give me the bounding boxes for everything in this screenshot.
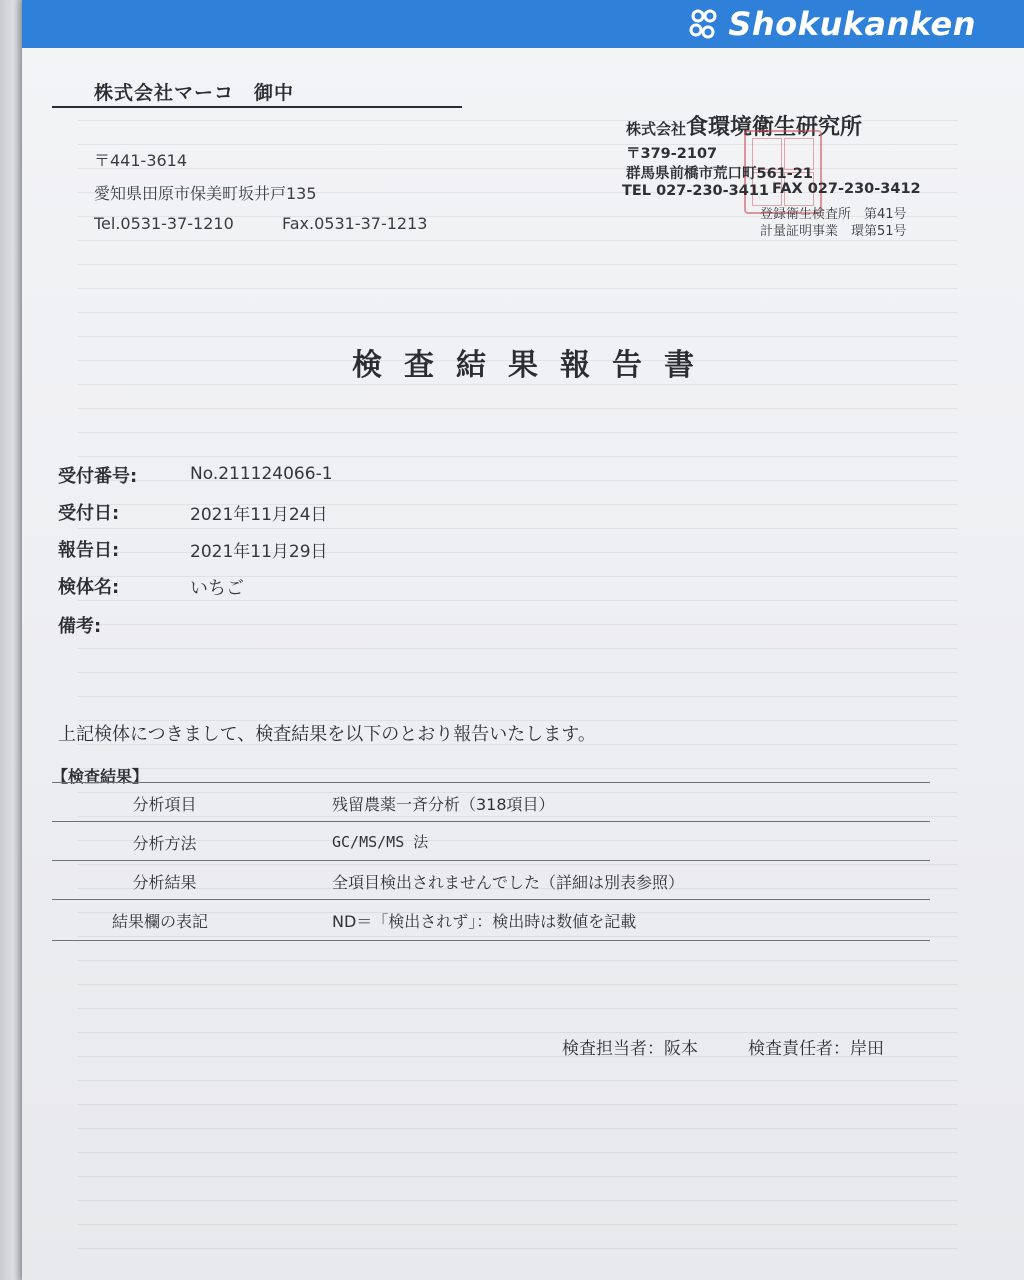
logo-wordmark: Shokukanken: [728, 5, 976, 43]
recipient-fax: Fax.0531-37-1213: [282, 214, 428, 233]
table-row: [52, 899, 930, 941]
result-value: GC/MS/MS 法: [332, 833, 429, 851]
result-key: 結果欄の表記: [112, 912, 209, 931]
company-logo: [684, 4, 976, 44]
sample-name-label: 検体名:: [58, 577, 120, 598]
receipt-number-value: No.211124066-1: [190, 464, 333, 484]
supervisor-signature: 検査責任者：岸田: [748, 1039, 884, 1059]
recipient-address: 愛知県田原市保美町坂井戸135: [94, 184, 317, 203]
adjacent-page-edge: [0, 0, 22, 1280]
sample-name-value: いちご: [190, 578, 244, 599]
show-through-texture: [78, 120, 958, 1270]
lab-postal: 〒379-2107: [626, 146, 718, 162]
received-date-label: 受付日:: [58, 503, 120, 524]
report-date-label: 報告日:: [58, 540, 120, 561]
inspector-signature: 検査担当者：阪本: [562, 1039, 698, 1059]
results-table: [52, 782, 930, 941]
header-bar: [22, 0, 1024, 48]
result-key: 分析項目: [132, 795, 197, 814]
table-row: [52, 860, 930, 899]
recipient-underline: [52, 106, 462, 108]
result-value: 全項目検出されませんでした（詳細は別表参照）: [332, 873, 685, 892]
lab-tel: TEL 027-230-3411: [622, 183, 770, 199]
recipient-postal: 〒441-3614: [94, 151, 188, 170]
report-date-value: 2021年11月29日: [190, 542, 328, 562]
remarks-label: 備考:: [58, 616, 102, 637]
result-key: 分析方法: [132, 834, 197, 853]
lab-registration: 登録衛生検査所 第41号: [760, 207, 907, 222]
table-row: [52, 782, 930, 821]
lab-name-main: 食環境衛生研究所: [686, 115, 863, 140]
results-section-title: 【検査結果】: [52, 767, 149, 786]
recipient-name: 株式会社マーコ 御中: [94, 82, 295, 104]
result-key: 分析結果: [132, 873, 197, 892]
table-row: [52, 821, 930, 860]
intro-sentence: 上記検体につきまして、検査結果を以下のとおり報告いたします。: [58, 724, 596, 745]
result-value: ND＝「検出されず」：検出時は数値を記載: [332, 912, 637, 931]
receipt-number-label: 受付番号:: [58, 466, 138, 487]
lab-certification: 計量証明事業 環第51号: [760, 224, 907, 239]
lab-fax: FAX 027-230-3412: [772, 181, 921, 197]
lab-prefix: 株式会社: [626, 120, 687, 138]
lab-address: 群馬県前橋市荒口町561-21: [626, 166, 813, 182]
shokukanken-logo-icon: [684, 4, 724, 44]
result-value: 残留農薬一斉分析（318項目）: [332, 795, 555, 814]
document-title: 検査結果報告書: [352, 348, 716, 383]
received-date-value: 2021年11月24日: [190, 505, 328, 525]
recipient-tel: Tel.0531-37-1210: [94, 214, 234, 233]
